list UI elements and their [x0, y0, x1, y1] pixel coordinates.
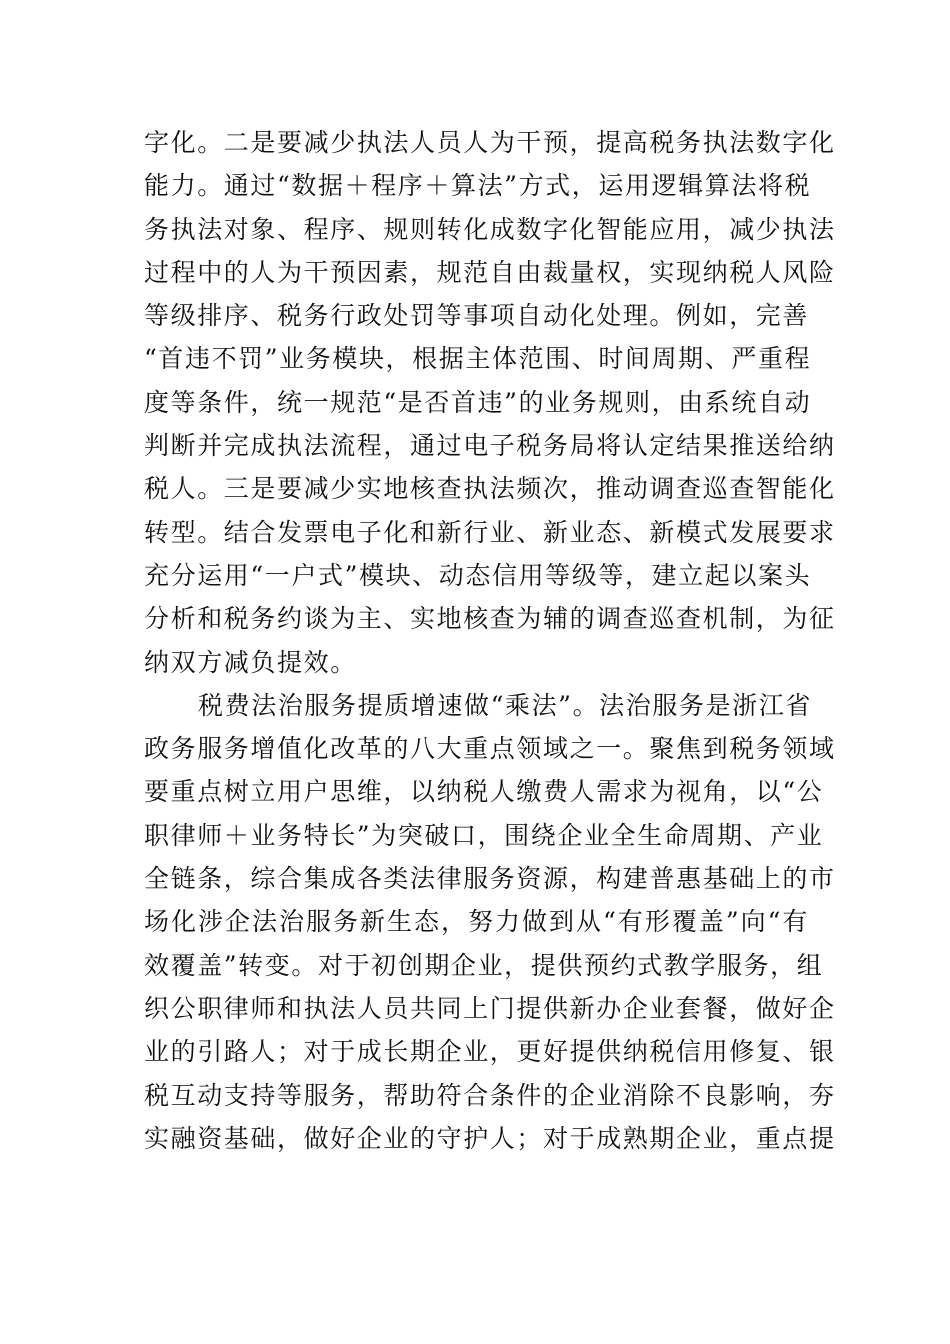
- text-line: 充分运用“一户式”模块、动态信用等级等，建立起以案头: [144, 560, 812, 590]
- text-line: 税人。三是要减少实地核查执法频次，推动调查巡查智能化: [144, 474, 836, 504]
- text-line: 等级排序、税务行政处罚等事项自动化处理。例如，完善: [144, 301, 810, 331]
- text-line: 全链条，综合集成各类法律服务资源，构建普惠基础上的市: [144, 864, 836, 894]
- text-line: 度等条件，统一规范“是否首违”的业务规则，由系统自动: [144, 387, 812, 417]
- text-line: 业的引路人；对于成长期企业，更好提供纳税信用修复、银: [144, 1037, 836, 1067]
- text-line: 务执法对象、程序、规则转化成数字化智能应用，减少执法: [144, 214, 836, 244]
- text-line: 职律师＋业务特长”为突破口，围绕企业全生命周期、产业: [144, 820, 824, 850]
- text-line: 场化涉企法治服务新生态，努力做到从“有形覆盖”向“有: [144, 907, 809, 937]
- text-line: 织公职律师和执法人员共同上门提供新办企业套餐，做好企: [144, 993, 836, 1023]
- paragraph-1: [144, 121, 836, 684]
- paragraph-2: [144, 684, 836, 1160]
- body-text: [144, 121, 836, 1160]
- text-line: 纳双方减负提效。: [144, 647, 357, 677]
- text-line: 能力。通过“数据＋程序＋算法”方式，运用逻辑算法将税: [144, 171, 812, 201]
- text-line: 判断并完成执法流程，通过电子税务局将认定结果推送给纳: [144, 431, 836, 461]
- text-line: 转型。结合发票电子化和新行业、新业态、新模式发展要求: [144, 517, 836, 547]
- text-line: 税费法治服务提质增速做“乘法”。法治服务是浙江省: [198, 690, 812, 720]
- text-line: 实融资基础，做好企业的守护人；对于成熟期企业，重点提: [144, 1123, 836, 1153]
- text-line: 过程中的人为干预因素，规范自由裁量权，实现纳税人风险: [144, 257, 836, 287]
- text-line: 分析和税务约谈为主、实地核查为辅的调查巡查机制，为征: [144, 604, 836, 634]
- text-line: 要重点树立用户思维，以纳税人缴费人需求为视角，以“公: [144, 777, 824, 807]
- text-line: “首违不罚”业务模块，根据主体范围、时间周期、严重程: [144, 344, 812, 374]
- text-line: 效覆盖”转变。对于初创期企业，提供预约式教学服务，组: [144, 950, 824, 980]
- text-line: 政务服务增值化改革的八大重点领域之一。聚焦到税务领域: [144, 734, 836, 764]
- text-line: 税互动支持等服务，帮助符合条件的企业消除不良影响，夯: [144, 1080, 836, 1110]
- text-line: 字化。二是要减少执法人员人为干预，提高税务执法数字化: [144, 128, 836, 157]
